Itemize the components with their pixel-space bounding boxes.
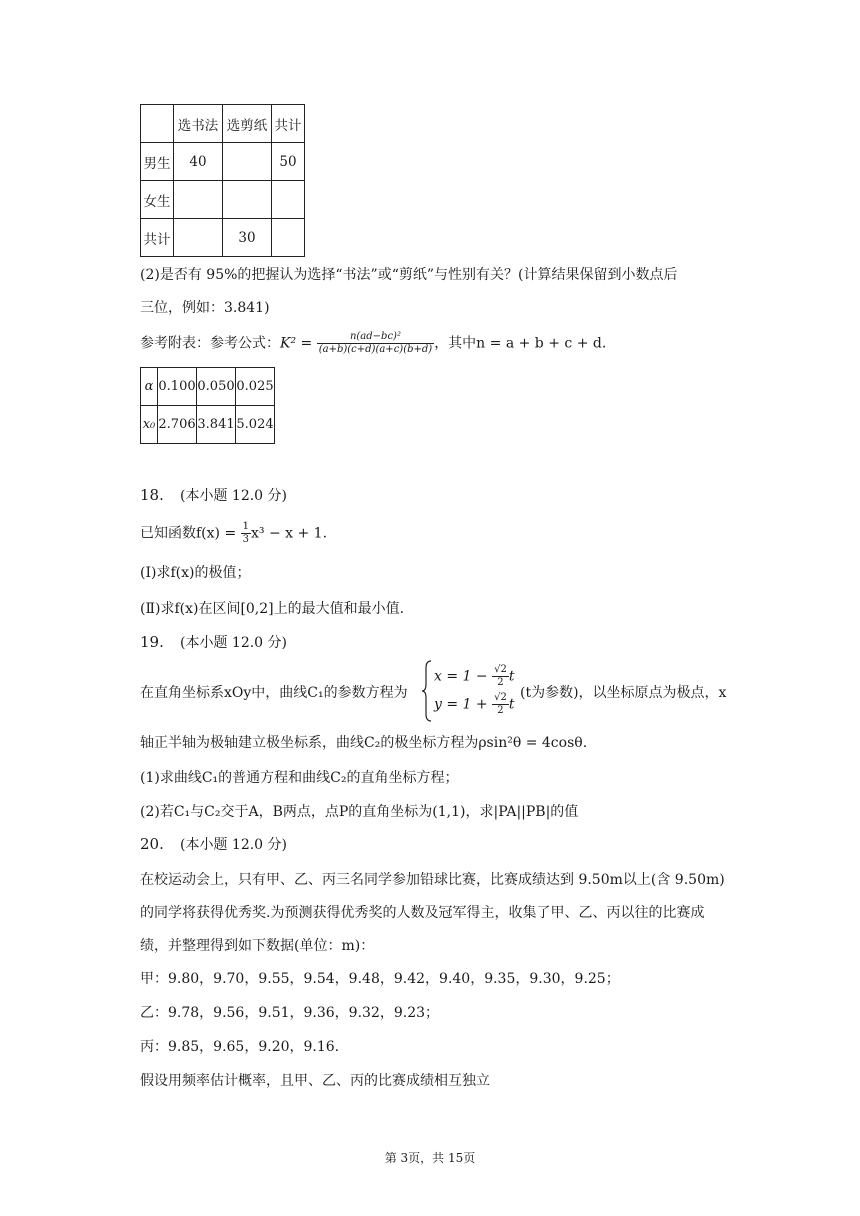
table-cell: 40: [174, 143, 223, 181]
q19-stem-c: 轴正半轴为极轴建立极坐标系，曲线C₂的极坐标方程为ρsin²θ = 4cosθ.: [140, 735, 588, 751]
table-cell: [223, 143, 272, 181]
q17-part2-line2: 三位，例如：3.841): [140, 300, 270, 316]
table-cell: x₀: [141, 406, 158, 444]
equation-x: [434, 664, 514, 689]
q18-part2: (Ⅱ)求f(x)在区间[0,2]上的最大值和最小值.: [140, 601, 405, 617]
k2-denominator: (a+b)(c+d)(a+c)(b+d): [318, 344, 433, 355]
q20-line2: 的同学将获得优秀奖.为预测获得优秀奖的人数及冠军得主，收集了甲、乙、丙以往的比赛成: [140, 905, 705, 921]
contingency-table: [140, 104, 305, 257]
table-cell: 3.841: [197, 406, 236, 444]
q20-score: (本小题 12.0 分): [180, 837, 287, 853]
k2-numerator: n(ad−bc)²: [317, 331, 434, 344]
table-row: [141, 406, 275, 444]
table-cell: α: [141, 368, 158, 406]
fraction-denominator: 2: [497, 705, 504, 716]
table-cell: 30: [223, 219, 272, 257]
sqrt2-over-2-fraction: [492, 692, 509, 717]
eq2-left: y = 1 +: [434, 696, 488, 713]
table-row: [141, 105, 305, 143]
ref-suffix: ，其中n = a + b + c + d.: [434, 335, 607, 352]
table-cell: 0.025: [236, 368, 275, 406]
param-t: t: [508, 696, 515, 713]
eq1-left: x = 1 −: [434, 668, 488, 685]
q19-score: (本小题 12.0 分): [180, 635, 287, 651]
table-cell: [223, 181, 272, 219]
k2-label: K² =: [280, 335, 313, 352]
table-row: [141, 143, 305, 181]
ref-prefix: 参考附表：参考公式：: [140, 335, 280, 352]
table-cell: 女生: [141, 181, 174, 219]
q18-score: (本小题 12.0 分): [180, 488, 287, 504]
fraction-numerator: √2: [494, 664, 507, 675]
critical-value-table: [140, 367, 275, 444]
q17-part2-line1: (2)是否有 95%的把握认为选择“书法”或“剪纸”与性别有关？(计算结果保留到小数点后: [140, 267, 678, 283]
table-cell: [174, 181, 223, 219]
q18-stem: [140, 521, 327, 546]
q18-stem-suffix: x³ − x + 1.: [251, 525, 328, 542]
q19-stem-a: 在直角坐标系xOy中，曲线C₁的参数方程为: [140, 685, 408, 701]
table-cell: 50: [272, 143, 305, 181]
table-cell: [272, 181, 305, 219]
q18-number: 18.: [140, 486, 164, 504]
fraction-numerator: √2: [494, 692, 507, 703]
q18-part1: (Ⅰ)求f(x)的极值；: [140, 565, 251, 581]
table-cell: 男生: [141, 143, 174, 181]
q18-header: [140, 485, 287, 505]
fraction-denominator: 2: [497, 677, 504, 688]
table-cell: 2.706: [158, 406, 197, 444]
q20-data-yi: 乙：9.78，9.56，9.51，9.36，9.32，9.23；: [140, 1005, 440, 1021]
param-t: t: [508, 668, 515, 685]
q20-data-bing: 丙：9.85，9.65，9.20，9.16.: [140, 1039, 340, 1055]
q19-header: [140, 632, 287, 652]
table-cell: 选书法: [174, 105, 223, 143]
reference-formula: [140, 331, 606, 356]
equation-y: [434, 692, 514, 717]
q18-stem-prefix: 已知函数f(x) =: [140, 525, 237, 542]
table-cell: 共计: [141, 219, 174, 257]
k2-fraction: [317, 331, 434, 356]
table-row: [141, 219, 305, 257]
table-cell: 0.050: [197, 368, 236, 406]
one-third-fraction: [241, 521, 251, 546]
q20-line1: 在校运动会上，只有甲、乙、丙三名同学参加铅球比赛，比赛成绩达到 9.50m以上(含 9.50m): [140, 872, 725, 888]
q19-stem-b: (t为参数)，以坐标原点为极点，x: [520, 685, 727, 701]
table-row: [141, 368, 275, 406]
sqrt2-over-2-fraction: [492, 664, 509, 689]
table-cell: [141, 105, 174, 143]
page-footer: 第 3页，共 15页: [384, 1151, 476, 1165]
q20-line3: 绩，并整理得到如下数据(单位：m)：: [140, 938, 375, 954]
q19-part2: (2)若C₁与C₂交于A，B两点，点P的直角坐标为(1,1)，求|PA||PB|的值: [140, 804, 579, 820]
q20-header: [140, 834, 287, 854]
q20-data-jia: 甲：9.80，9.70，9.55，9.54，9.48，9.42，9.40，9.35，9.30，9.25；: [140, 971, 620, 987]
q20-number: 20.: [140, 835, 164, 853]
table-cell: 共计: [272, 105, 305, 143]
table-cell: [174, 219, 223, 257]
fraction-denominator: 3: [242, 534, 250, 545]
table-cell: 选剪纸: [223, 105, 272, 143]
left-brace-icon: [422, 660, 432, 722]
table-cell: 5.024: [236, 406, 275, 444]
fraction-numerator: 1: [242, 521, 250, 532]
q19-part1: (1)求曲线C₁的普通方程和曲线C₂的直角坐标方程；: [140, 770, 459, 786]
table-cell: [272, 219, 305, 257]
q20-line4: 假设用频率估计概率，且甲、乙、丙的比赛成绩相互独立: [140, 1073, 490, 1089]
table-row: [141, 181, 305, 219]
parametric-system: [422, 660, 522, 722]
q19-number: 19.: [140, 633, 164, 651]
table-cell: 0.100: [158, 368, 197, 406]
